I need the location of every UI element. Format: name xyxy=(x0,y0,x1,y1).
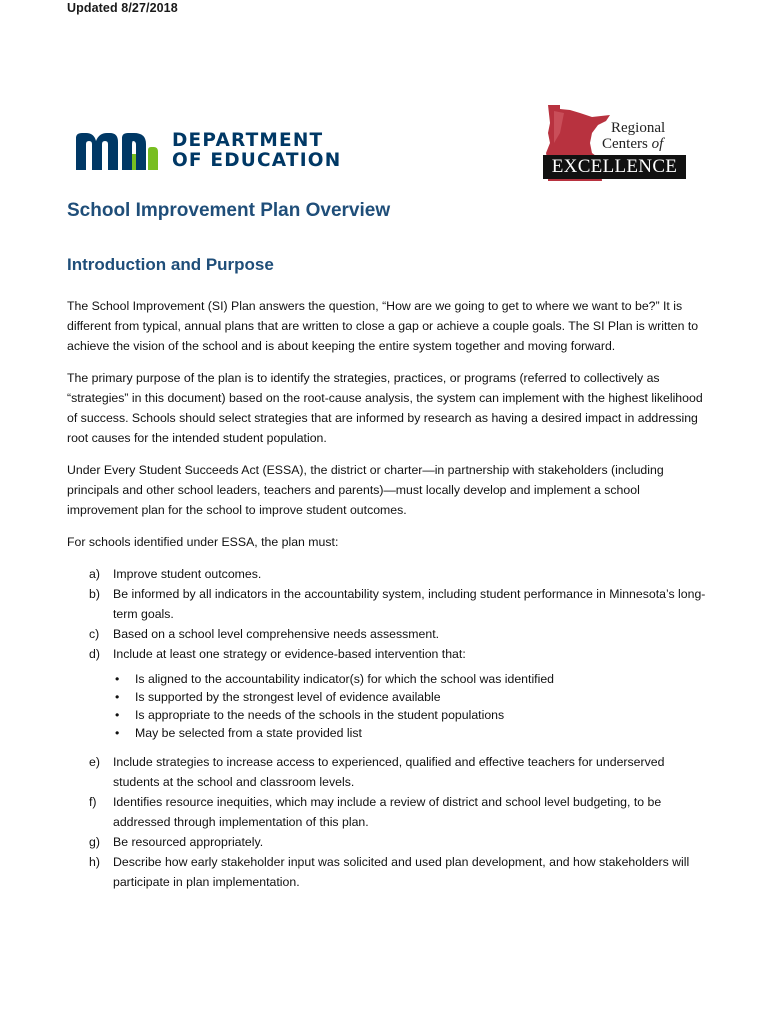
list-item xyxy=(67,752,707,792)
list-item xyxy=(67,852,707,892)
list-item xyxy=(67,564,707,584)
section-heading: Introduction and Purpose xyxy=(67,255,274,274)
mn-logo-mark-icon xyxy=(74,130,160,172)
paragraph: The School Improvement (SI) Plan answers the question, “How are we going to get to where we want to be?” It is different from typical, annual plans that are written to close a gap or achieve a couple goals. The SI Plan is written to achieve the vision of the school and is about keeping the entire system together and moving forward. xyxy=(67,299,699,353)
list-marker: a) xyxy=(89,567,100,581)
mde-logo-line1: DEPARTMENT xyxy=(172,130,324,151)
sub-bullet-item: • Is aligned to the accountability indicator(s) for which the school was identified xyxy=(115,672,555,686)
list-marker: h) xyxy=(89,855,100,869)
list-item-text: Include strategies to increase access to experienced, qualified and effective teachers for underserved students at the school and classroom levels. xyxy=(113,755,665,789)
sub-bullet-item: • May be selected from a state provided list xyxy=(115,726,362,740)
list-marker: b) xyxy=(89,587,100,601)
list-item-text: Be resourced appropriately. xyxy=(113,835,264,849)
rce-logo-excellence: EXCELLENCE xyxy=(543,155,686,179)
list-item-text: Improve student outcomes. xyxy=(113,567,262,581)
rce-logo-regional: Regional xyxy=(611,120,666,136)
list-marker: f) xyxy=(89,795,97,809)
sub-bullet-item: • Is appropriate to the needs of the schools in the student populations xyxy=(115,708,505,722)
bullet-icon: • xyxy=(115,726,120,740)
bullet-icon: • xyxy=(115,708,120,722)
rce-logo-centers: Centers of xyxy=(602,136,664,152)
list-marker: d) xyxy=(89,647,100,661)
document-title: School Improvement Plan Overview xyxy=(67,200,391,221)
mde-logo xyxy=(74,128,354,174)
sub-bullet-list xyxy=(67,670,707,742)
paragraph: The primary purpose of the plan is to identify the strategies, practices, or programs (referred to collectively as “strategies” in this document) based on the root-cause analysis, the system can implement with the highest likelihood of success. Schools should select strategies that are informed by research as having a desired impact in addressing root causes for the intended student population. xyxy=(67,371,703,445)
list-item xyxy=(67,584,707,624)
mde-logo-text xyxy=(172,131,341,171)
bullet-icon: • xyxy=(115,690,120,704)
list-item xyxy=(67,624,707,644)
sub-bullet-item: • Is supported by the strongest level of evidence available xyxy=(115,690,441,704)
list-item-text: Describe how early stakeholder input was solicited and used plan development, and how stakeholders will participate in plan implementation. xyxy=(113,855,690,889)
requirements-list xyxy=(67,564,707,892)
updated-date: Updated 8/27/2018 xyxy=(67,1,178,15)
paragraph: Under Every Student Succeeds Act (ESSA), the district or charter—in partnership with stakeholders (including principals and other school leaders, teachers and parents)—must locally develop and implement a school improvement plan for the school to improve student outcomes. xyxy=(67,463,664,517)
rce-logo xyxy=(540,103,688,183)
list-marker: e) xyxy=(89,755,100,769)
list-intro: For schools identified under ESSA, the plan must: xyxy=(67,535,339,549)
list-marker: g) xyxy=(89,835,100,849)
list-marker: c) xyxy=(89,627,100,641)
list-item-text: Based on a school level comprehensive needs assessment. xyxy=(113,627,440,641)
list-item xyxy=(67,792,707,832)
list-item-text: Identifies resource inequities, which may include a review of district and school level budgeting, to be addressed through implementation of this plan. xyxy=(113,795,662,829)
list-item-text: Include at least one strategy or evidence-based intervention that: xyxy=(113,647,466,661)
bullet-icon: • xyxy=(115,672,120,686)
list-item xyxy=(67,832,707,852)
list-item xyxy=(67,644,707,742)
mde-logo-line2: OF EDUCATION xyxy=(172,150,342,171)
list-item-text: Be informed by all indicators in the accountability system, including student performance in Minnesota’s long-term goals. xyxy=(113,587,706,621)
document-body xyxy=(67,296,707,892)
